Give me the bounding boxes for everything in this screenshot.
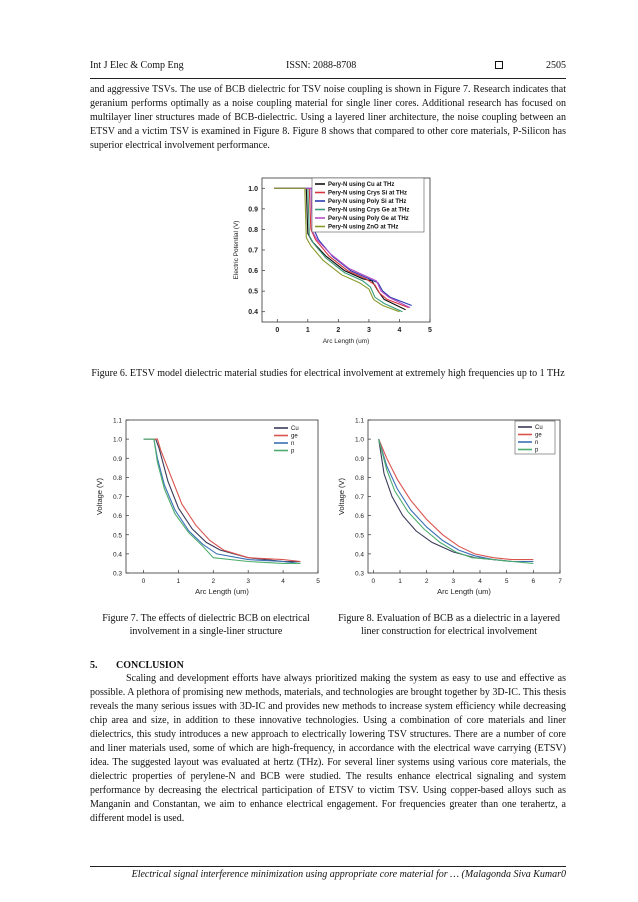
x-tick-label: 0 bbox=[371, 578, 376, 585]
x-tick-label: 3 bbox=[366, 327, 371, 334]
y-tick-label: 0.6 bbox=[112, 513, 122, 521]
x-tick-label: 4 bbox=[478, 578, 482, 585]
x-tick-label: 4 bbox=[281, 578, 285, 585]
x-tick-label: 5 bbox=[504, 578, 509, 585]
x-tick-label: 3 bbox=[451, 578, 456, 585]
checkbox-icon bbox=[495, 61, 503, 69]
y-axis-label: Voltage (V) bbox=[95, 477, 104, 516]
x-tick-label: 5 bbox=[316, 578, 320, 585]
y-tick-label: 0.7 bbox=[112, 494, 122, 501]
y-tick-label: 0.9 bbox=[112, 455, 122, 463]
legend-label: n bbox=[291, 441, 295, 448]
running-header bbox=[90, 60, 566, 76]
series-line bbox=[144, 439, 301, 563]
series-line bbox=[379, 439, 534, 561]
legend-label: Cu bbox=[535, 425, 543, 432]
series-line bbox=[144, 439, 301, 563]
journal-name: Int J Elec & Comp Eng bbox=[90, 60, 184, 71]
legend-label: ge bbox=[535, 432, 542, 439]
y-tick-label: 0.5 bbox=[248, 288, 258, 296]
figure-6-caption: Figure 6. ETSV model dielectric material studies for electrical involvement at extremely high frequencies up to 1 THz bbox=[91, 368, 565, 379]
x-axis-label: Arc Length (um) bbox=[195, 587, 249, 596]
x-tick-label: 0 bbox=[141, 578, 146, 585]
x-axis-label: Arc Length (um) bbox=[322, 338, 370, 345]
y-tick-label: 0.6 bbox=[354, 513, 364, 521]
x-tick-label: 1 bbox=[305, 327, 310, 334]
x-tick-label: 0 bbox=[275, 327, 280, 334]
section-title: CONCLUSION bbox=[116, 660, 184, 671]
y-tick-label: 0.3 bbox=[354, 570, 364, 578]
y-tick-label: 0.7 bbox=[248, 247, 258, 255]
y-tick-label: 1.0 bbox=[112, 436, 122, 444]
x-tick-label: 4 bbox=[397, 327, 402, 334]
y-tick-label: 0.9 bbox=[354, 455, 364, 463]
y-tick-label: 1.1 bbox=[354, 417, 364, 425]
intro-paragraph: and aggressive TSVs. The use of BCB dielectric for TSV noise coupling is shown in Figure 7. Research indicates that geranium performs optimally as a noise coupling material for single liner cores. Additional research has focused on multilayer liner structures made of BCB-dielectric. Using a layered liner architecture, the noise coupling between an ETSV and a victim TSV is examined in Figure 8. Figure 8 shows that compared to other core materials, P-Silicon has superior electrical involvement performance. bbox=[90, 84, 566, 151]
x-tick-label: 7 bbox=[558, 578, 562, 585]
y-tick-label: 0.3 bbox=[112, 570, 122, 578]
legend-label: Pery-N using Poly Si at THz bbox=[328, 199, 407, 206]
x-axis-label: Arc Length (um) bbox=[437, 587, 491, 596]
series-line bbox=[379, 439, 534, 559]
y-tick-label: 0.5 bbox=[112, 532, 122, 540]
y-axis-label: Electric Potential (V) bbox=[233, 220, 240, 280]
y-tick-label: 0.8 bbox=[354, 474, 364, 482]
figure-8-caption: Figure 8. Evaluation of BCB as a dielectric in a layered liner construction for electrical involvement bbox=[338, 613, 560, 637]
legend-label: p bbox=[535, 447, 539, 454]
legend-label: Pery-N using Cu at THz bbox=[328, 182, 395, 189]
x-tick-label: 1 bbox=[398, 578, 402, 585]
x-tick-label: 2 bbox=[424, 578, 429, 585]
running-footer: Electrical signal interference minimization using appropriate core material for … (Malagonda Siva Kumar0 bbox=[131, 869, 566, 880]
figure-8-chart bbox=[328, 410, 568, 600]
y-tick-label: 1.1 bbox=[112, 417, 122, 425]
x-tick-label: 3 bbox=[246, 578, 250, 585]
legend-label: n bbox=[535, 440, 539, 447]
x-tick-label: 5 bbox=[428, 327, 432, 334]
x-tick-label: 2 bbox=[211, 578, 216, 585]
series-line bbox=[379, 439, 534, 561]
x-tick-label: 1 bbox=[176, 578, 181, 585]
y-tick-label: 0.7 bbox=[354, 494, 364, 501]
y-tick-label: 0.4 bbox=[354, 551, 364, 559]
legend-label: Pery-N using Poly Ge at THz bbox=[328, 216, 409, 223]
series-line bbox=[144, 439, 301, 561]
section-heading bbox=[90, 660, 184, 671]
x-tick-label: 2 bbox=[336, 327, 341, 334]
y-tick-label: 0.5 bbox=[354, 532, 364, 540]
y-tick-label: 1.0 bbox=[248, 185, 258, 193]
y-tick-label: 0.9 bbox=[248, 206, 258, 214]
legend-label: p bbox=[291, 448, 295, 455]
footer-rule bbox=[90, 866, 566, 867]
y-tick-label: 0.4 bbox=[112, 551, 122, 559]
page-number: 2505 bbox=[546, 60, 566, 71]
conclusion-paragraph: Scaling and development efforts have always prioritized making the system as easy to use and effective as possible. A plethora of promising new methods, materials, and technologies are brought together by 3D-IC. This thesis reveals the many serious issues with 3D-IC and provides new methods to increase system efficiency while decreasing chip area and size, in addition to these innovative technologies. Using a combination of core materials and liner dielectrics, this study introduces a new approach to electrically lowering TSV structures. There are a number of core and liner materials used, some of which are high-frequency, in accordance with the electrical wave carrying (ETSV) idea. The suggested layout was evaluated at hertz (THz). For several liner systems using various core materials, the dielectric properties of perylene-N and BCB were studied. The results enhance electrical signaling and system performance by decreasing the electrical participation of ETSV to victim TSV. Using copper-based alloys such as Manganin and Constantan, we aim to enhance electrical engagement. For frequencies greater than one terahertz, a different model is used. bbox=[90, 673, 566, 824]
figure-7-chart bbox=[86, 410, 326, 600]
y-tick-label: 0.4 bbox=[248, 309, 258, 317]
legend-label: Pery-N using Crys Si at THz bbox=[328, 190, 408, 197]
legend-label: Pery-N using ZnO at THz bbox=[328, 224, 399, 231]
legend-label: Pery-N using Crys Ge at THz bbox=[328, 207, 410, 214]
figure-7-caption: Figure 7. The effects of dielectric BCB on electrical involvement in a single-liner structure bbox=[102, 613, 310, 637]
figure-6-chart bbox=[220, 170, 440, 355]
y-axis-label: Voltage (V) bbox=[337, 477, 346, 516]
series-line bbox=[144, 439, 301, 561]
legend-label: Cu bbox=[291, 426, 299, 433]
y-tick-label: 0.8 bbox=[112, 474, 122, 482]
section-number: 5. bbox=[90, 660, 98, 671]
y-tick-label: 0.6 bbox=[248, 268, 258, 276]
y-tick-label: 1.0 bbox=[354, 436, 364, 444]
issn: ISSN: 2088-8708 bbox=[286, 60, 357, 71]
x-tick-label: 6 bbox=[531, 578, 536, 585]
header-rule bbox=[90, 78, 566, 79]
y-tick-label: 0.8 bbox=[248, 226, 258, 234]
legend-label: ge bbox=[291, 433, 298, 440]
